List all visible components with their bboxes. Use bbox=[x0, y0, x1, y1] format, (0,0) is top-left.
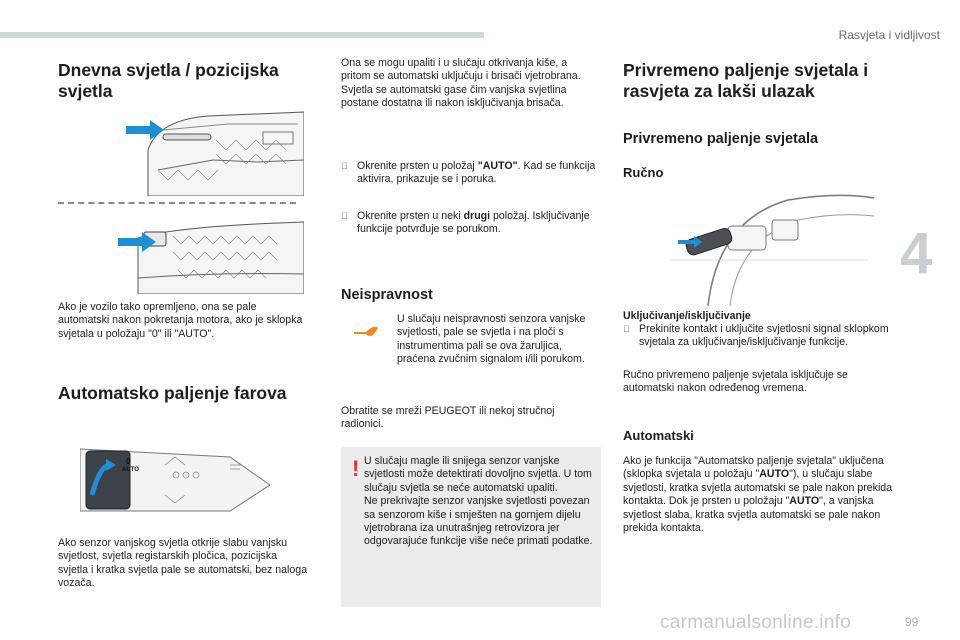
bullet-marker-icon bbox=[341, 160, 357, 187]
section-heading-follow-me: Privremeno paljenje svjetala i rasvjeta za lakši ulazak bbox=[623, 60, 869, 101]
text-run: ", a vanjska svjetlost slaba, kratka svjetla automatski se pale nakon prekida kontakta. bbox=[623, 495, 881, 535]
warning-text: U slučaju magle ili snijega senzor vanjske svjetlosti može detektirati dovoljno svjetla. U tom slučaju svjetla se neće automatski upaliti. Ne prekrivajte senzor vanjske svjetlosti povezan sa senzorom kiše i smješten na gornjem dijelu vjetrobrana iza unutrašnjeg retrovizora jer odgovarajuće funkcije više neće primati podatke. bbox=[364, 455, 593, 548]
bullet-text: položaj. Isključivanje funkcije potvrđuje se porukom. bbox=[357, 210, 590, 236]
stalk-label-zero: 0 bbox=[126, 457, 131, 466]
warning-icon: ! bbox=[352, 456, 360, 481]
section-heading-fault: Neispravnost bbox=[341, 287, 433, 303]
stalk-label-auto: AUTO bbox=[122, 467, 139, 473]
manual-lights-text: Ručno privremeno paljenje svjetala isključuje se automatski nakon određenog vremena. bbox=[623, 369, 848, 395]
auto-lights-intro: Ona se mogu upaliti i u slučaju otkrivanja kiše, a pritom se automatski uključuju i brisači vjetrobrana. Svjetla se automatski gase čim vanjska svjetlina postane dostatna ili nakon isključivanja brisača. bbox=[341, 57, 581, 110]
steering-stalk-illustration bbox=[668, 190, 874, 306]
text-run: Ako je funkcija "Automatsko paljenje svjetala" uključena (sklopka svjetala u položaju " bbox=[623, 455, 884, 481]
daytime-light-illustration-bottom bbox=[118, 208, 304, 294]
bullet-bold: "AUTO" bbox=[477, 160, 518, 172]
auto-headlights-text: Ako senzor vanjskog svjetla otkrije slabu vanjsku svjetlost, svjetla registarskih pločica, pozicijska svjetla i kratka svjetla pale se automatski, bez naloga vozača. bbox=[58, 537, 308, 590]
subheading-manual: Ručno bbox=[623, 165, 664, 180]
bullet-auto-on bbox=[341, 160, 599, 187]
arrow-icon bbox=[118, 230, 158, 254]
fault-text: U slučaju neispravnosti senzora vanjske svjetlosti, pale se svjetla i na ploči s instrumentima pali se ova žaruljica, praćena zvučnim signalom i/ili porukom. bbox=[397, 313, 586, 366]
text-bold: AUTO bbox=[789, 495, 820, 508]
section-heading-daytime-lights: Dnevna svjetla / pozicijska svjetla bbox=[58, 60, 279, 101]
fault-lamp-icon bbox=[352, 322, 380, 338]
bullet-marker-icon bbox=[341, 210, 357, 237]
contact-dealer-text: Obratite se mreži PEUGEOT ili nekoj stručnoj radionici. bbox=[341, 405, 555, 431]
bullet-text: Okrenite prsten u neki bbox=[357, 210, 464, 222]
header-bar bbox=[0, 32, 484, 38]
daytime-light-illustration-top bbox=[118, 110, 304, 196]
divider-dashed bbox=[58, 202, 296, 204]
bullet-bold: drugi bbox=[463, 210, 491, 222]
page-number: 99 bbox=[905, 615, 919, 629]
chapter-number: 4 bbox=[900, 221, 933, 286]
bullet-text: Prekinite kontakt i uključite svjetlosni signal sklopkom svjetala za uključivanje/isključivanje funkcije. bbox=[639, 323, 889, 349]
text-bold: AUTO bbox=[759, 468, 790, 481]
section-heading-auto-headlights: Automatsko paljenje farova bbox=[58, 383, 287, 403]
bullet-text: Okrenite prsten u položaj bbox=[357, 160, 478, 172]
bullet-marker-icon bbox=[623, 323, 639, 350]
subheading-temporary-lights: Privremeno paljenje svjetala bbox=[623, 131, 819, 147]
section-title: Rasvjeta i vidljivost bbox=[838, 28, 940, 42]
subheading-automatic: Automatski bbox=[623, 428, 694, 443]
onoff-label: Uključivanje/isključivanje bbox=[623, 310, 751, 322]
daytime-lights-text: Ako je vozilo tako opremljeno, ona se pale automatski nakon pokretanja motora, ako je sklopka svjetala u položaju "0" ili "AUTO". bbox=[58, 301, 303, 340]
arrow-icon bbox=[126, 118, 166, 142]
light-stalk-illustration bbox=[80, 445, 270, 515]
bullet-text: . Kad se funkcija aktivira, prikazuje se i poruka. bbox=[357, 160, 596, 186]
bullet-onoff bbox=[623, 323, 893, 350]
watermark: carmanualsonline.info bbox=[660, 612, 852, 633]
bullet-auto-off bbox=[341, 210, 599, 237]
text-run: "), u slučaju slabe svjetlosti, kratka svjetla automatski se pale nakon prekida kontakta. Dok je prsten u položaju " bbox=[623, 468, 893, 508]
automatic-lights-text bbox=[623, 455, 893, 535]
